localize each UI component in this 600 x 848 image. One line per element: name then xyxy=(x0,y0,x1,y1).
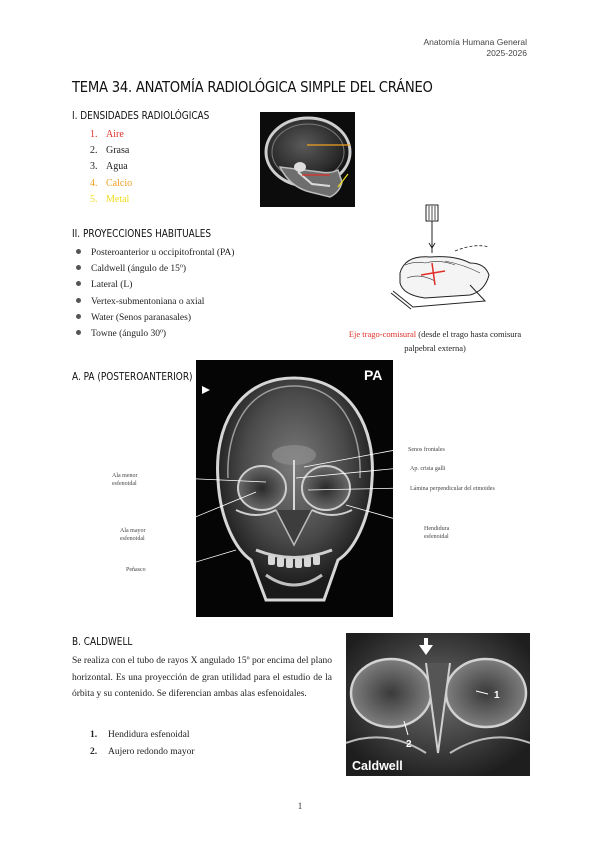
label-lamina-perpendicular: Lámina perpendicular del etmoides xyxy=(410,486,495,492)
section-caldwell-heading: B. CALDWELL xyxy=(72,636,133,648)
header-year: 2025-2026 xyxy=(486,48,527,58)
list-item: Water (Senos paranasales) xyxy=(76,310,234,326)
list-item: Lateral (L) xyxy=(76,277,234,293)
density-item: 4. Calcio xyxy=(90,177,133,189)
list-item: 2. Aujero redondo mayor xyxy=(90,747,195,757)
section-pa-heading: A. PA (POSTEROANTERIOR) xyxy=(72,371,193,383)
label-senos-frontales: Senos frontales xyxy=(408,447,445,453)
pa-skull-xray xyxy=(196,360,393,617)
caldwell-paragraph: Se realiza con el tubo de rayos X angulado 15º por encima del plano horizontal. Es una proyección de gran utilidad para el estudio de la órbita y su contenido. Se diferencian ambas alas esfenoidales. xyxy=(72,656,332,699)
header-course: Anatomía Humana General xyxy=(423,37,527,47)
section-projections-heading: II. PROYECCIONES HABITUALES xyxy=(72,228,212,240)
caldwell-xray xyxy=(346,633,530,776)
head-positioning-illustration xyxy=(385,203,495,318)
list-item: Caldwell (ángulo de 15º) xyxy=(76,261,234,277)
marker-1: 1 xyxy=(494,690,500,701)
label-ala-mayor: Ala mayor esfenoidal xyxy=(120,528,146,542)
densities-list xyxy=(90,127,132,208)
projections-list xyxy=(76,245,234,342)
section-densities-heading: I. DENSIDADES RADIOLÓGICAS xyxy=(72,110,210,122)
list-item: Posteroanterior u occipitofrontal (PA) xyxy=(76,245,234,261)
pa-image-tag: PA xyxy=(364,367,383,383)
caldwell-list xyxy=(90,727,195,761)
page-number: 1 xyxy=(297,801,303,811)
marker-2: 2 xyxy=(406,739,412,750)
label-hendidura-esfenoidal: Hendidura esfenoidal xyxy=(424,526,450,540)
page-title: TEMA 34. ANATOMÍA RADIOLÓGICA SIMPLE DEL CRÁNEO xyxy=(72,78,433,96)
density-item: 3. Agua xyxy=(90,161,128,173)
list-item: Towne (ángulo 30º) xyxy=(76,326,234,342)
list-item: 1. Hendidura esfenoidal xyxy=(90,730,190,740)
label-crista-galli: Ap. crista galli xyxy=(410,466,446,472)
caldwell-image-tag: Caldwell xyxy=(352,759,403,773)
label-penasco: Peñasco xyxy=(126,567,146,573)
density-item: 2. Grasa xyxy=(90,145,130,157)
list-item: Vertex-submentoniana o axial xyxy=(76,294,234,310)
density-item: 1. Aire xyxy=(90,129,124,140)
lateral-skull-xray xyxy=(260,112,355,207)
tragus-axis-caption: Eje trago-comisural (desde el trago hasta comisura palpebral externa) xyxy=(348,329,522,353)
density-item: 5. Metal xyxy=(90,193,130,205)
label-ala-menor: Ala menor esfenoidal xyxy=(112,473,138,487)
